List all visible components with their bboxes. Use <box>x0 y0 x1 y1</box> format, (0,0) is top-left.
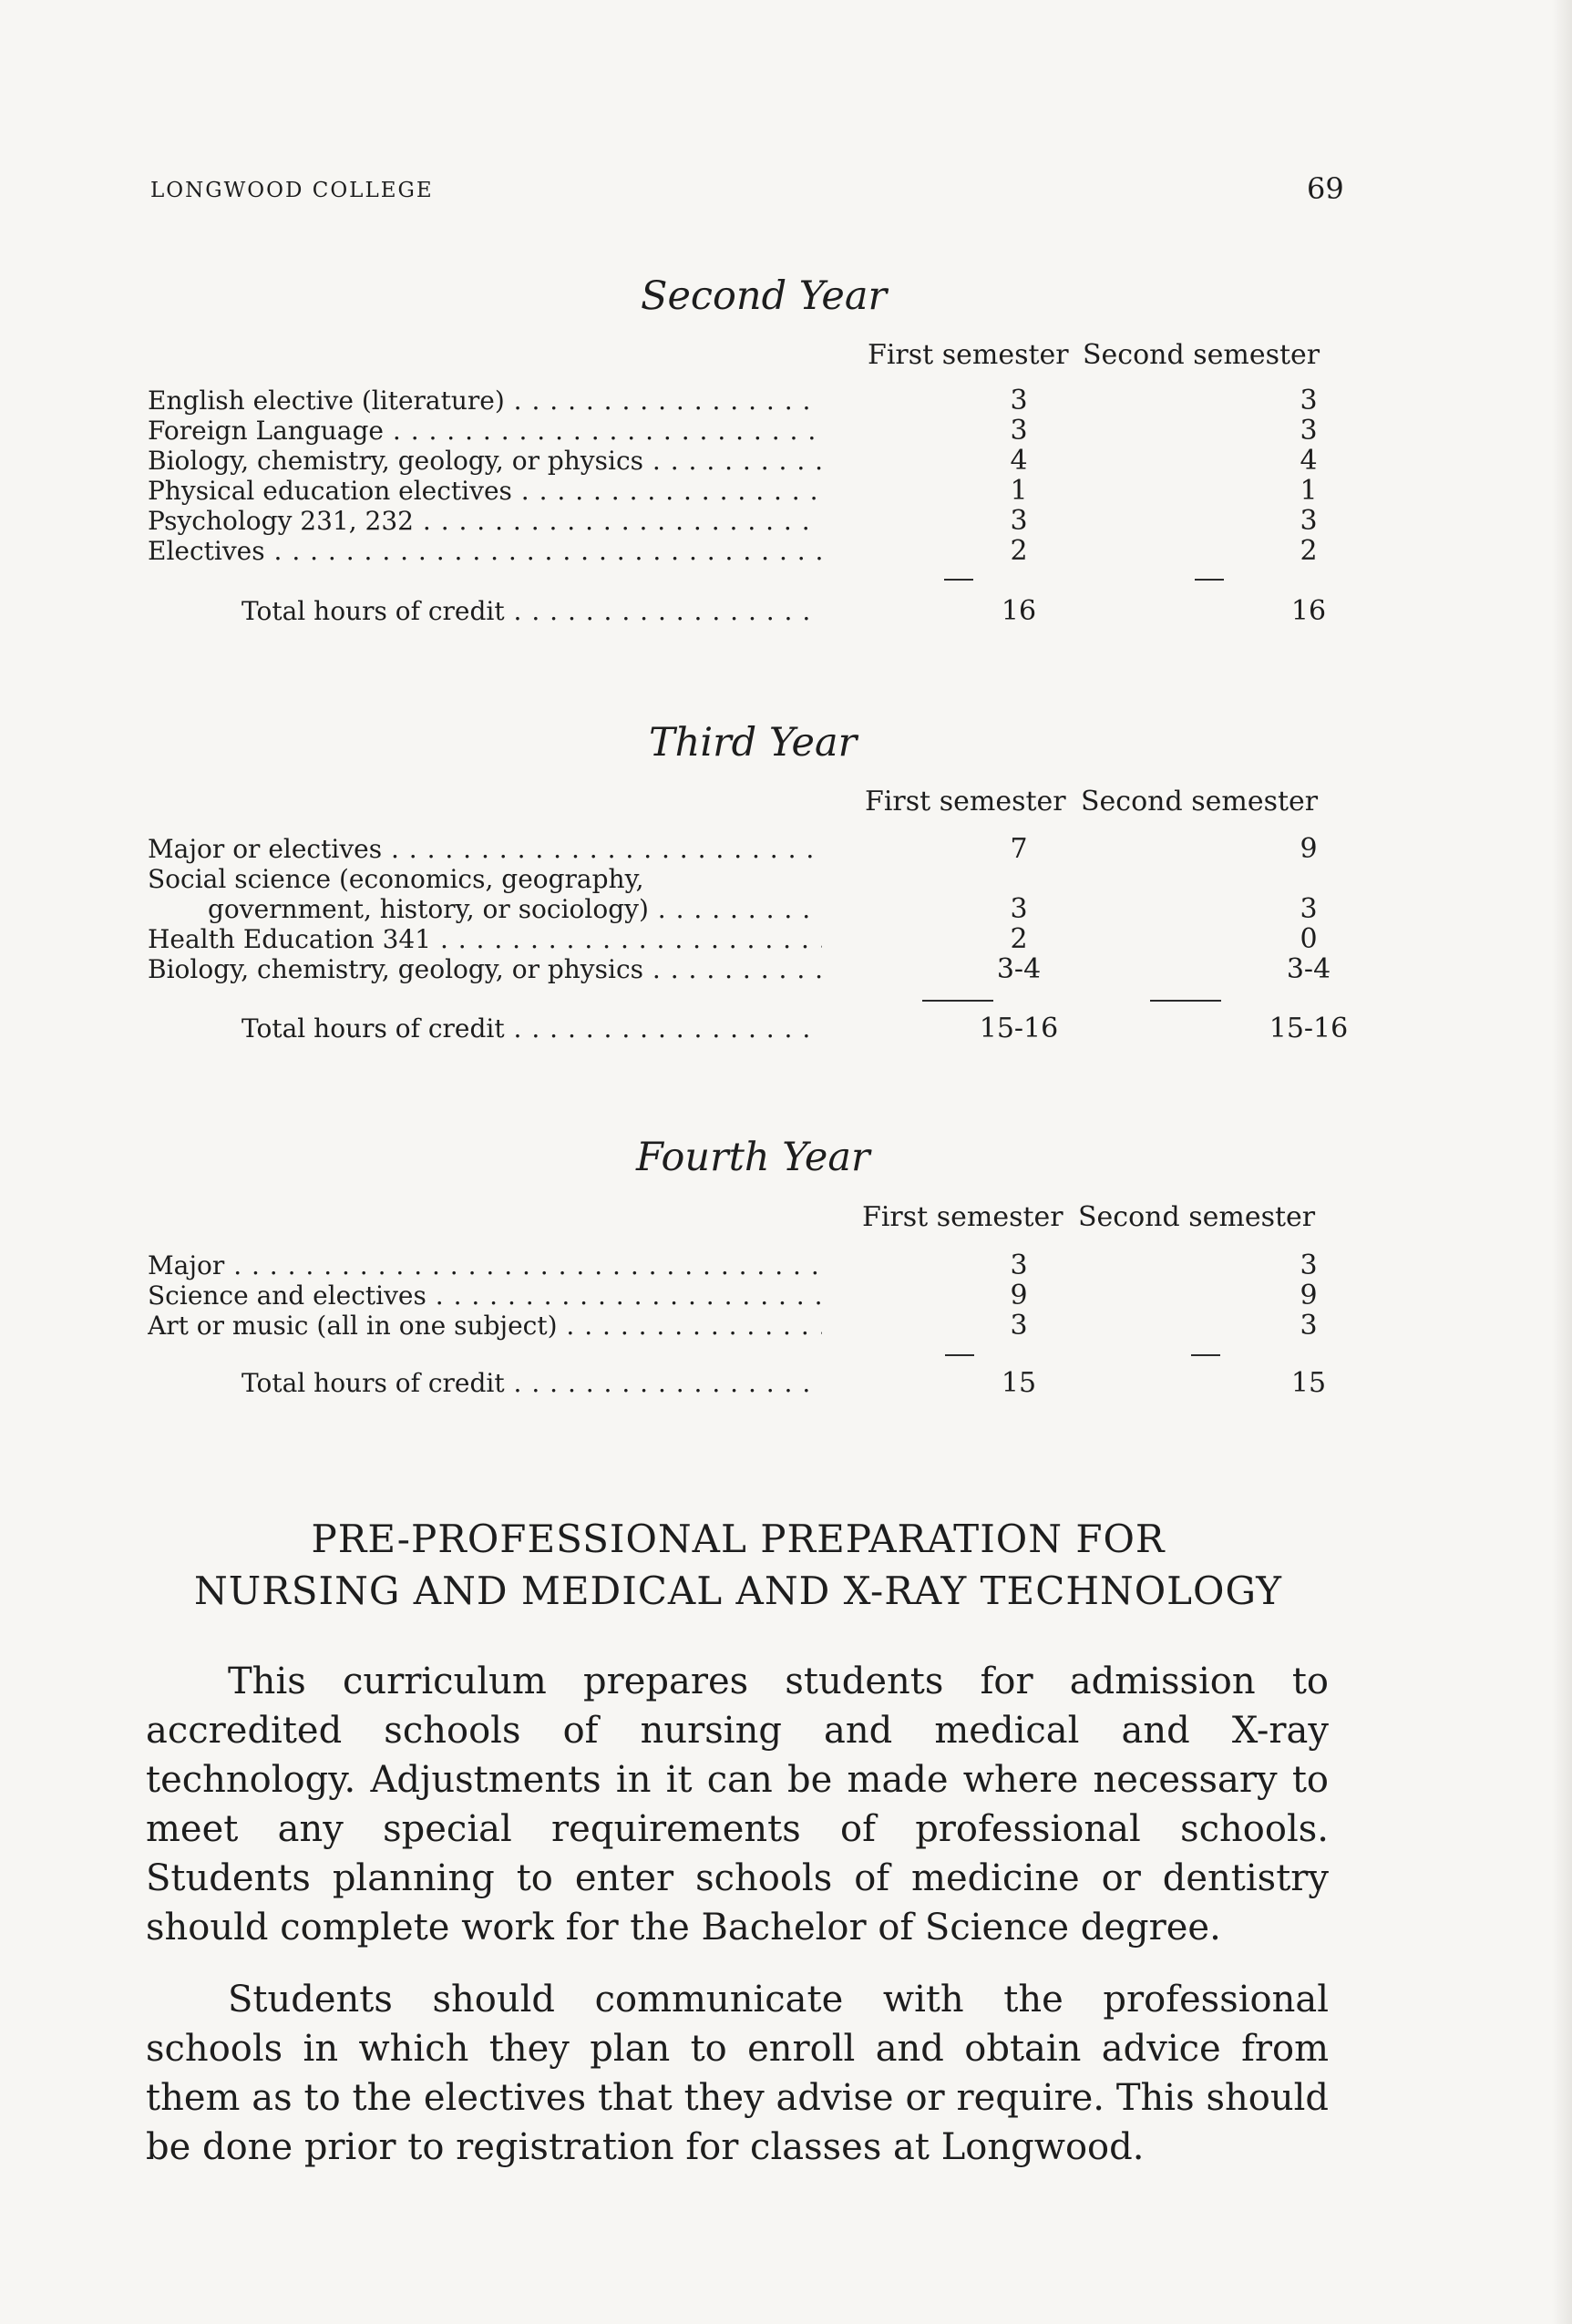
col-head-first-semester: First semester <box>862 1201 1063 1233</box>
row-label: Major . . . <box>148 1250 822 1281</box>
first-semester-total: 16 <box>1001 595 1037 627</box>
sum-rule <box>1191 1354 1220 1356</box>
row-label: Biology, chemistry, geology, or physics . . . <box>148 954 822 985</box>
second-semester-value: 3 <box>1300 1310 1318 1342</box>
sum-rule <box>945 1354 974 1356</box>
col-head-second-semester: Second semester <box>1083 339 1320 371</box>
second-semester-total: 15-16 <box>1269 1013 1349 1044</box>
page-edge-shadow <box>1552 0 1572 2324</box>
total-label: Total hours of credit . . . <box>148 1013 822 1044</box>
second-semester-value: 3 <box>1300 415 1318 447</box>
first-semester-value: 3 <box>1010 893 1028 925</box>
row-label-continued: government, history, or sociology) . . . <box>148 894 822 925</box>
paragraph-1: This curriculum prepares students for admission to accredited schools of nursing and medical and X-ray technology. Adjustments in it can be made where necessary to meet any special requirements of professional schools. Students planning to enter schools of medicine or dentistry should complete work for the Bachelor of Science degree. <box>146 1661 1329 1949</box>
second-semester-value: 3 <box>1300 1249 1318 1281</box>
first-semester-total: 15-16 <box>979 1013 1059 1044</box>
row-label: Physical education electives . . . <box>148 476 822 507</box>
first-semester-value: 4 <box>1010 445 1028 477</box>
total-label: Total hours of credit . . . <box>148 596 822 627</box>
first-semester-value: 3 <box>1010 1249 1028 1281</box>
page-number: 69 <box>1307 171 1344 206</box>
first-semester-value: 9 <box>1010 1280 1028 1311</box>
second-semester-value: 3 <box>1300 385 1318 416</box>
first-semester-value: 3 <box>1010 385 1028 416</box>
first-semester-value: 7 <box>1010 833 1028 865</box>
row-label: Major or electives . . . <box>148 834 822 865</box>
second-semester-total: 16 <box>1290 595 1327 627</box>
col-head-first-semester: First semester <box>865 786 1066 818</box>
sum-rule <box>922 1000 993 1002</box>
fourth-year-title: Fourth Year <box>636 1135 870 1180</box>
row-label: Foreign Language . . . <box>148 416 822 447</box>
second-semester-value: 4 <box>1300 445 1318 477</box>
paragraph-2: Students should communicate with the professional schools in which they plan to enroll and obtain advice from them as to the electives that they advise or require. This should be done prior to registration for classes at Longwood. <box>146 1979 1329 2168</box>
second-semester-value: 9 <box>1300 1280 1318 1311</box>
first-semester-value: 3 <box>1010 415 1028 447</box>
col-head-second-semester: Second semester <box>1081 786 1319 818</box>
first-semester-value: 3-4 <box>996 953 1042 985</box>
first-semester-value: 2 <box>1010 923 1028 955</box>
row-label: Social science (economics, geography, <box>148 864 644 894</box>
section-title-line-1: PRE-PROFESSIONAL PREPARATION FOR <box>311 1517 1166 1561</box>
col-head-second-semester: Second semester <box>1078 1201 1316 1233</box>
col-head-first-semester: First semester <box>868 339 1069 371</box>
row-label: English elective (literature) . . . <box>148 386 822 416</box>
row-label: Art or music (all in one subject) . . . <box>148 1311 822 1342</box>
row-label: Electives . . . <box>148 536 822 567</box>
second-semester-value: 3 <box>1300 893 1318 925</box>
second-semester-value: 3-4 <box>1286 953 1331 985</box>
first-semester-value: 3 <box>1010 1310 1028 1342</box>
second-semester-total: 15 <box>1290 1367 1327 1399</box>
total-label: Total hours of credit . . . <box>148 1368 822 1399</box>
first-semester-total: 15 <box>1001 1367 1037 1399</box>
running-head: LONGWOOD COLLEGE <box>150 179 434 202</box>
section-title-line-2: NURSING AND MEDICAL AND X-RAY TECHNOLOGY <box>193 1568 1283 1613</box>
second-semester-value: 0 <box>1300 923 1318 955</box>
first-semester-value: 1 <box>1010 475 1028 507</box>
row-label: Psychology 231, 232 . . . <box>148 506 822 537</box>
row-label: Biology, chemistry, geology, or physics . . . <box>148 446 822 477</box>
second-semester-value: 2 <box>1300 535 1318 567</box>
sum-rule <box>1150 1000 1221 1002</box>
sum-rule <box>944 579 973 581</box>
second-semester-value: 3 <box>1300 505 1318 537</box>
sum-rule <box>1195 579 1224 581</box>
second-semester-value: 1 <box>1300 475 1318 507</box>
second-semester-value: 9 <box>1300 833 1318 865</box>
first-semester-value: 3 <box>1010 505 1028 537</box>
row-label: Health Education 341 . . . <box>148 924 822 955</box>
second-year-title: Second Year <box>641 273 888 319</box>
row-label: Science and electives . . . <box>148 1280 822 1311</box>
first-semester-value: 2 <box>1010 535 1028 567</box>
third-year-title: Third Year <box>649 720 858 766</box>
